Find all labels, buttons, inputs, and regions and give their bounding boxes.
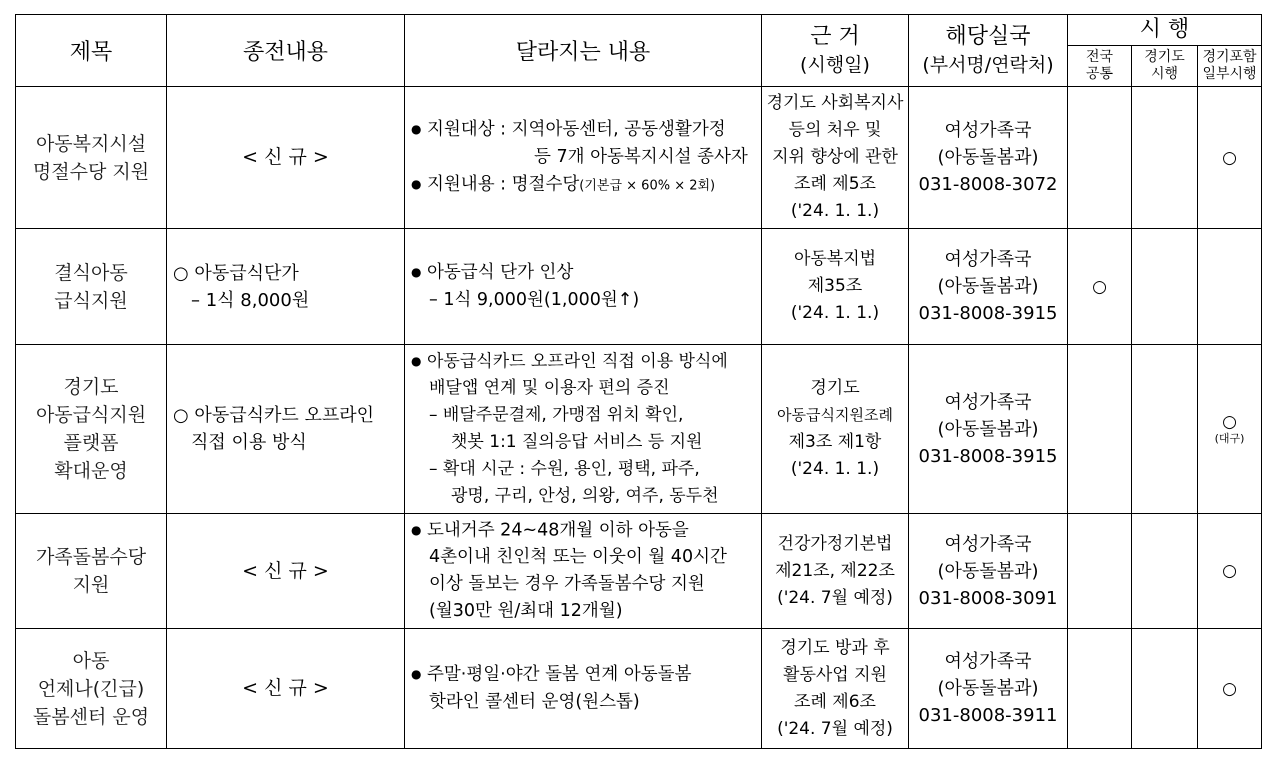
mark-province [1132,345,1198,514]
mark-province [1132,629,1198,749]
table-row [16,514,1262,629]
row-changed: ● 아동급식 단가 인상 – 1식 9,000원(1,000원↑) [405,229,762,345]
row-title: 가족돌봄수당 지원 [16,514,167,629]
row-changed: ● 도내거주 24~48개월 이하 아동을 4촌이내 친인척 또는 이웃이 월 40시간 이상 돌보는 경우 가족돌봄수당 지원 (월30만 원/최대 12개월) [405,514,762,629]
mark-partial: ○ [1198,629,1262,749]
table-row [16,87,1262,229]
row-previous: ○ 아동급식단가 – 1식 8,000원 [167,229,405,345]
row-previous: < 신 규 > [167,629,405,749]
bullet-icon: ● [411,176,422,191]
header-previous: 종전내용 [167,15,405,87]
row-title: 아동 언제나(긴급) 돌봄센터 운영 [16,629,167,749]
bullet-icon: ● [411,353,422,368]
header-impl-partial: 경기포함 일부시행 [1198,46,1262,87]
header-impl-province: 경기도 시행 [1132,46,1198,87]
mark-partial: ○ [1198,514,1262,629]
table-row [16,345,1262,514]
table-row [16,629,1262,749]
mark-national [1068,629,1132,749]
header-title: 제목 [16,15,167,87]
row-dept: 여성가족국 (아동돌봄과) 031-8008-3911 [909,629,1068,749]
bullet-icon: ● [411,265,422,280]
header-basis: 근 거 (시행일) [762,15,909,87]
row-dept: 여성가족국 (아동돌봄과) 031-8008-3915 [909,229,1068,345]
mark-national: ○ [1068,229,1132,345]
table-row [16,229,1262,345]
row-title: 결식아동 급식지원 [16,229,167,345]
mark-national [1068,345,1132,514]
row-basis: 건강가정기본법 제21조, 제22조 ('24. 7월 예정) [762,514,909,629]
mark-national [1068,514,1132,629]
mark-province [1132,87,1198,229]
row-basis: 경기도 방과 후 활동사업 지원 조례 제6조 ('24. 7월 예정) [762,629,909,749]
row-basis: 경기도 아동급식지원조례 제3조 제1항 ('24. 1. 1.) [762,345,909,514]
row-title: 아동복지시설 명절수당 지원 [16,87,167,229]
mark-partial [1198,229,1262,345]
row-changed: ● 아동급식카드 오프라인 직접 이용 방식에 배달앱 연계 및 이용자 편의 증진 – 배달주문결제, 가맹점 위치 확인, 챗봇 1:1 질의응답 서비스 등 지원 – 확대 시군 : 수원, 용인, 평택, 파주, 광명, 구리, 안성, 의왕, 여주, 동두천 [405,345,762,514]
row-basis: 아동복지법 제35조 ('24. 1. 1.) [762,229,909,345]
row-title: 경기도 아동급식지원 플랫폼 확대운영 [16,345,167,514]
row-basis: 경기도 사회복지사 등의 처우 및 지위 향상에 관한 조례 제5조 ('24. 1. 1.) [762,87,909,229]
bullet-icon: ● [411,667,422,682]
row-dept: 여성가족국 (아동돌봄과) 031-8008-3072 [909,87,1068,229]
header-implementation: 시 행 [1068,15,1262,46]
mark-province [1132,229,1198,345]
row-previous: ○ 아동급식카드 오프라인 직접 이용 방식 [167,345,405,514]
row-dept: 여성가족국 (아동돌봄과) 031-8008-3915 [909,345,1068,514]
region-note: (대구) [1214,432,1245,445]
row-changed: ● 지원대상 : 지역아동센터, 공동생활가정 등 7개 아동복지시설 종사자 ● 지원내용 : 명절수당(기본급 × 60% × 2회) [405,87,762,229]
mark-province [1132,514,1198,629]
header-changed: 달라지는 내용 [405,15,762,87]
row-changed: ● 주말·평일·야간 돌봄 연계 아동돌봄 핫라인 콜센터 운영(원스톱) [405,629,762,749]
row-dept: 여성가족국 (아동돌봄과) 031-8008-3091 [909,514,1068,629]
policy-table [15,14,1262,749]
mark-partial: ○ (대구) [1198,345,1262,514]
bullet-icon: ● [411,522,422,537]
mark-partial: ○ [1198,87,1262,229]
header-impl-national: 전국 공통 [1068,46,1132,87]
header-dept: 해당실국 (부서명/연락처) [909,15,1068,87]
mark-national [1068,87,1132,229]
bullet-icon: ● [411,122,422,136]
row-previous: < 신 규 > [167,514,405,629]
row-previous: < 신 규 > [167,87,405,229]
